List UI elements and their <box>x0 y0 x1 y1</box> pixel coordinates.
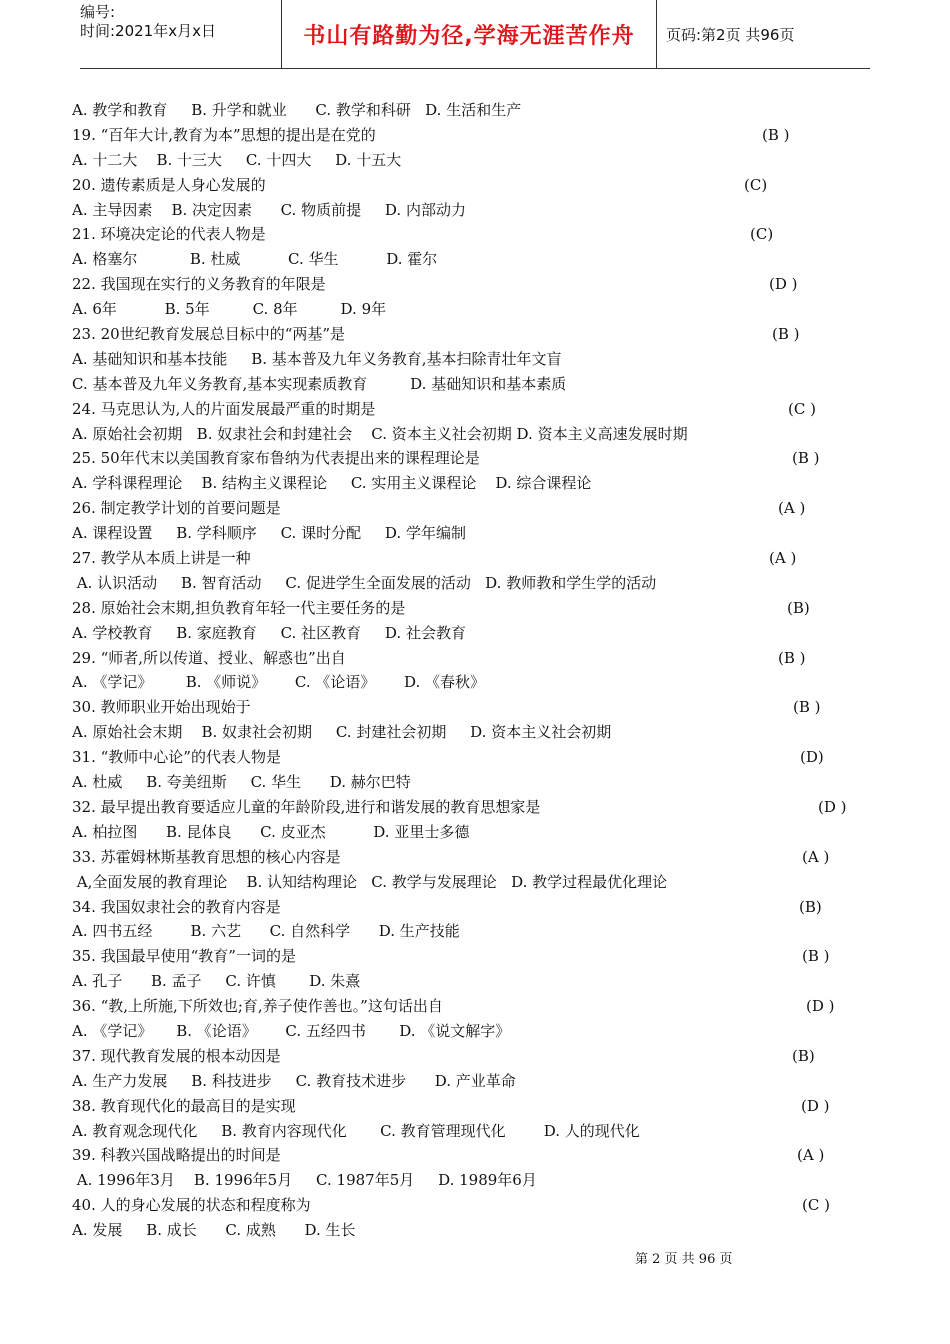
option-text: A. 教育观念现代化 B. 教育内容现代化 C. 教育管理现代化 D. 人的现代化 <box>72 1121 640 1140</box>
question-text: 32. 最早提出教育要适应儿童的年龄阶段,进行和谐发展的教育思想家是 <box>72 797 541 816</box>
answer-key: (B ) <box>792 449 820 468</box>
option-text: A. 原始社会末期 B. 奴隶社会初期 C. 封建社会初期 D. 资本主义社会初期 <box>72 723 612 742</box>
options-line <box>72 1019 862 1044</box>
question-text: 37. 现代教育发展的根本动因是 <box>72 1046 281 1065</box>
options-line <box>72 870 862 895</box>
option-text: A. 柏拉图 B. 昆体良 C. 皮亚杰 D. 亚里士多德 <box>72 822 470 841</box>
answer-key: (B) <box>792 1046 815 1065</box>
option-text: A. 1996年3月 B. 1996年5月 C. 1987年5月 D. 1989年6月 <box>72 1171 537 1190</box>
question-line <box>72 895 862 920</box>
answer-key: (D) <box>800 748 824 767</box>
question-line <box>72 272 862 297</box>
options-line <box>72 1069 862 1094</box>
question-text: 38. 教育现代化的最高目的是实现 <box>72 1096 296 1115</box>
answer-key: (B ) <box>772 325 800 344</box>
page-header <box>80 0 870 69</box>
header-page-info: 页码:第2页 共96页 <box>666 25 795 44</box>
question-line <box>72 646 862 671</box>
options-line <box>72 720 862 745</box>
options-line <box>72 770 862 795</box>
answer-key: (A ) <box>797 1146 825 1165</box>
option-text: A. 教学和教育 B. 升学和就业 C. 教学和科研 D. 生活和生产 <box>72 101 522 119</box>
question-text: 19. “百年大计,教育为本”思想的提出是在党的 <box>72 125 376 144</box>
answer-key: (C) <box>744 175 768 194</box>
question-text: 25. 50年代末以美国教育家布鲁纳为代表提出来的课程理论是 <box>72 449 480 468</box>
option-text: A. 学科课程理论 B. 结构主义课程论 C. 实用主义课程论 D. 综合课程论 <box>72 474 592 493</box>
question-line <box>72 845 862 870</box>
options-line <box>72 372 862 397</box>
answer-key: (D ) <box>806 997 835 1016</box>
question-text: 27. 教学从本质上讲是一种 <box>72 549 251 568</box>
option-text: A,全面发展的教育理论 B. 认知结构理论 C. 教学与发展理论 D. 教学过程最优化理论 <box>72 872 668 891</box>
options-line <box>72 422 862 447</box>
answer-key: (B ) <box>793 698 821 717</box>
options-line <box>72 347 862 372</box>
question-line <box>72 1193 862 1218</box>
options-line <box>72 247 862 272</box>
options-line <box>72 98 862 123</box>
option-text: A. 四书五经 B. 六艺 C. 自然科学 D. 生产技能 <box>72 922 460 941</box>
question-line <box>72 944 862 969</box>
question-text: 29. “师者,所以传道、授业、解惑也”出自 <box>72 648 346 667</box>
option-text: A. 主导因素 B. 决定因素 C. 物质前提 D. 内部动力 <box>72 200 466 219</box>
question-text: 34. 我国奴隶社会的教育内容是 <box>72 897 281 916</box>
answer-key: (C ) <box>802 1196 830 1215</box>
options-line <box>72 1218 862 1243</box>
answer-key: (B) <box>787 598 810 617</box>
question-line <box>72 446 862 471</box>
option-text: C. 基本普及九年义务教育,基本实现素质教育 D. 基础知识和基本素质 <box>72 374 567 393</box>
question-line <box>72 596 862 621</box>
options-line <box>72 571 862 596</box>
option-text: A. 基础知识和基本技能 B. 基本普及九年义务教育,基本扫除青壮年文盲 <box>72 349 562 368</box>
question-line <box>72 222 862 247</box>
header-motto: 书山有路勤为径,学海无涯苦作舟 <box>281 0 657 68</box>
option-text: A. 生产力发展 B. 科技进步 C. 教育技术进步 D. 产业革命 <box>72 1071 516 1090</box>
question-line <box>72 745 862 770</box>
option-text: A. 十二大 B. 十三大 C. 十四大 D. 十五大 <box>72 150 402 169</box>
options-line <box>72 198 862 223</box>
document-number-label: 编号: <box>80 3 116 21</box>
question-line <box>72 123 862 148</box>
option-text: A. 格塞尔 B. 杜威 C. 华生 D. 霍尔 <box>72 250 438 269</box>
question-text: 33. 苏霍姆林斯基教育思想的核心内容是 <box>72 847 341 866</box>
answer-key: (B) <box>799 897 822 916</box>
answer-key: (C ) <box>788 399 816 418</box>
answer-key: (A ) <box>778 499 806 518</box>
options-line <box>72 148 862 173</box>
option-text: A. 孔子 B. 孟子 C. 许慎 D. 朱熹 <box>72 972 361 991</box>
answer-key: (B ) <box>762 125 790 144</box>
options-line <box>72 1119 862 1144</box>
answer-key: (D ) <box>818 797 847 816</box>
question-text: 24. 马克思认为,人的片面发展最严重的时期是 <box>72 399 376 418</box>
answer-key: (D ) <box>769 275 798 294</box>
options-line <box>72 621 862 646</box>
question-list <box>72 98 862 1243</box>
answer-key: (A ) <box>802 847 830 866</box>
option-text: A. 学校教育 B. 家庭教育 C. 社区教育 D. 社会教育 <box>72 623 466 642</box>
options-line <box>72 919 862 944</box>
question-text: 26. 制定教学计划的首要问题是 <box>72 499 281 518</box>
options-line <box>72 471 862 496</box>
question-line <box>72 322 862 347</box>
question-text: 22. 我国现在实行的义务教育的年限是 <box>72 275 326 294</box>
question-text: 30. 教师职业开始出现始于 <box>72 698 251 717</box>
option-text: A. 6年 B. 5年 C. 8年 D. 9年 <box>72 300 387 319</box>
document-time: 时间:2021年x月x日 <box>80 22 216 40</box>
option-text: A. 《学记》 B. 《师说》 C. 《论语》 D. 《春秋》 <box>72 673 486 692</box>
question-line <box>72 173 862 198</box>
options-line <box>72 1168 862 1193</box>
options-line <box>72 969 862 994</box>
question-line <box>72 994 862 1019</box>
options-line <box>72 297 862 322</box>
options-line <box>72 670 862 695</box>
question-text: 40. 人的身心发展的状态和程度称为 <box>72 1196 311 1215</box>
option-text: A. 杜威 B. 夸美纽斯 C. 华生 D. 赫尔巴特 <box>72 773 411 792</box>
question-text: 31. “教师中心论”的代表人物是 <box>72 748 281 767</box>
question-text: 28. 原始社会末期,担负教育年轻一代主要任务的是 <box>72 598 406 617</box>
option-text: A. 原始社会初期 B. 奴隶社会和封建社会 C. 资本主义社会初期 D. 资本主义高速发展时期 <box>72 424 688 443</box>
options-line <box>72 521 862 546</box>
question-text: 39. 科教兴国战略提出的时间是 <box>72 1146 281 1165</box>
answer-key: (B ) <box>802 947 830 966</box>
answer-key: (A ) <box>769 549 797 568</box>
option-text: A. 《学记》 B. 《论语》 C. 五经四书 D. 《说文解字》 <box>72 1021 511 1040</box>
question-line <box>72 546 862 571</box>
question-line <box>72 1094 862 1119</box>
question-text: 35. 我国最早使用“教育”一词的是 <box>72 947 296 966</box>
question-line <box>72 695 862 720</box>
answer-key: (B ) <box>778 648 806 667</box>
question-line <box>72 1044 862 1069</box>
answer-key: (D ) <box>801 1096 830 1115</box>
question-text: 21. 环境决定论的代表人物是 <box>72 225 266 244</box>
question-text: 36. “教,上所施,下所效也;育,养子使作善也。”这句话出自 <box>72 997 443 1016</box>
option-text: A. 认识活动 B. 智育活动 C. 促进学生全面发展的活动 D. 教师教和学生学的活动 <box>72 573 657 592</box>
option-text: A. 课程设置 B. 学科顺序 C. 课时分配 D. 学年编制 <box>72 524 466 543</box>
question-line <box>72 1143 862 1168</box>
answer-key: (C) <box>750 225 774 244</box>
question-line <box>72 496 862 521</box>
question-text: 20. 遗传素质是人身心发展的 <box>72 175 266 194</box>
page-footer: 第 2 页 共 96 页 <box>635 1252 733 1267</box>
options-line <box>72 820 862 845</box>
header-meta <box>80 0 281 71</box>
option-text: A. 发展 B. 成长 C. 成熟 D. 生长 <box>72 1221 356 1240</box>
question-text: 23. 20世纪教育发展总目标中的“两基”是 <box>72 325 346 344</box>
question-line <box>72 397 862 422</box>
question-line <box>72 795 862 820</box>
